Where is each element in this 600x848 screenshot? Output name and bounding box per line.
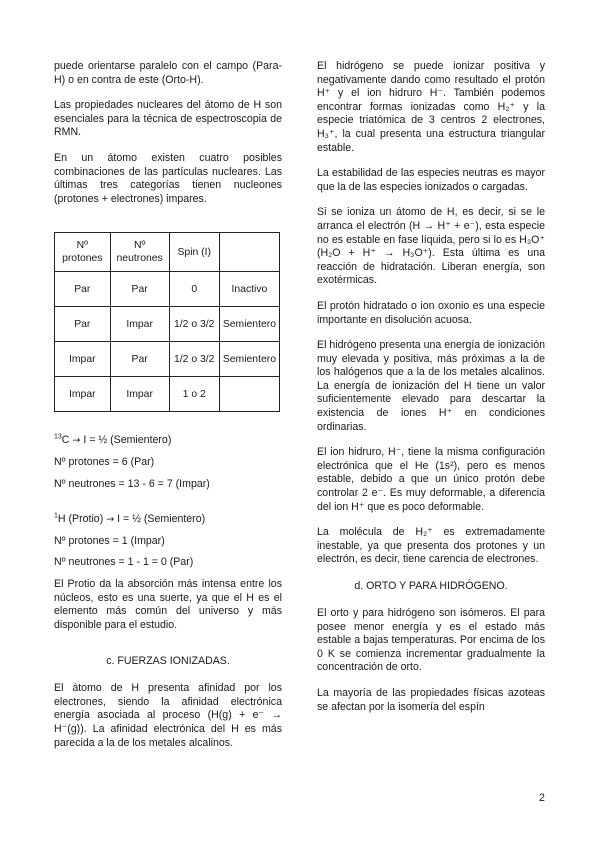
table-cell: Impar — [110, 307, 169, 342]
paragraph: El hidrógeno se puede ionizar positiva y negativamente dando como resultado el protón H⁺ y el ion hidruro H⁻. También podemos encontrar formas ionizadas como H₂⁺ y la especie triatómica de 3 centros 2 electrones, H₃⁺, la cual presenta una estructura triangular estable. — [317, 60, 545, 154]
table-cell: Semientero — [219, 307, 279, 342]
table-cell — [219, 377, 279, 412]
paragraph: El orto y para hidrógeno son isómeros. El para posee menor energía y es el estado más estable a bajas temperaturas. Por encima de los 0 K se comienza incrementar gradualmente la concentración de orto. — [317, 607, 545, 674]
paragraph: El ion hidruro, H⁻, tiene la misma configuración electrónica que el He (1s²), pero es menos estable, debido a que un único protón debe controlar 2 e⁻. Es muy deformable, a diferencia del ion H⁺ que es poco deformable. — [317, 446, 545, 513]
table-header: Nº protones — [55, 233, 111, 272]
isotope-line — [54, 513, 282, 527]
proton-count: Nº protones = 1 (Impar) — [54, 534, 165, 547]
spin-value: I = ½ (Semientero) — [117, 513, 206, 526]
paragraph: La mayoría de las propiedades físicas azoteas se afectan por la isomería del espín — [317, 686, 545, 713]
spin-table — [54, 232, 280, 412]
section-heading: c. FUERZAS IONIZADAS. — [106, 655, 230, 668]
neutron-count: Nº neutrones = 13 - 6 = 7 (Impar) — [54, 477, 210, 490]
isotope-line — [54, 434, 282, 448]
paragraph: El átomo de H presenta afinidad por los electrones, siendo la afinidad electrónica energía asociada al proceso (H(g) + e⁻ → H⁻(g)). La afinidad electrónica del H es más parecida a la de los metales alcalinos. — [54, 682, 282, 749]
right-column — [317, 60, 545, 726]
table-cell: 1 o 2 — [169, 377, 219, 412]
paragraph: El hidrógeno presenta una energía de ionización muy elevada y positiva, más próximas a la de los halógenos que a la de los metales alcalinos. La energía de ionización del H tiene un valor suficientemente elevado para descartar la existencia de iones H⁺ en condiciones ordinarias. — [317, 339, 545, 433]
table-row — [55, 342, 280, 377]
paragraph: Si se ioniza un átomo de H, es decir, si se le arranca el electrón (H → H⁺ + e⁻), esta especie no es estable en fase líquida, pero si lo es H₃O⁺ (H₂O + H⁺ → H₃O⁺). Esta última es una reacción de hidratación. Liberan energía, son exotérmicas. — [317, 206, 545, 287]
section-heading: d. ORTO Y PARA HIDRÓGENO. — [354, 580, 508, 592]
table-cell: Par — [110, 342, 169, 377]
mass-number: 13 — [54, 433, 62, 441]
element-symbol: C — [61, 434, 70, 447]
table-row — [55, 307, 280, 342]
table-cell: Impar — [55, 342, 111, 377]
spin-value: I = ½ (Semientero) — [83, 434, 172, 447]
element-symbol: H (Protio) — [57, 513, 104, 526]
left-column — [54, 60, 282, 762]
arrow-icon: → — [106, 514, 115, 526]
table-cell: 1/2 o 3/2 — [169, 342, 219, 377]
mass-number: 1 — [54, 512, 58, 520]
paragraph: Las propiedades nucleares del átomo de H son esenciales para la técnica de espectroscopia de RMN. — [54, 99, 282, 139]
paragraph: puede orientarse paralelo con el campo (Para-H) o en contra de este (Orto-H). — [54, 60, 282, 86]
proton-count: Nº protones = 6 (Par) — [54, 455, 155, 468]
table-cell: Impar — [55, 377, 111, 412]
paragraph: El Protio da la absorción más intensa entre los núcleos, esto es una suerte, ya que el H es el elemento más común del universo y más disponible para el estudio. — [54, 577, 282, 631]
table-cell: Impar — [110, 377, 169, 412]
table-header: Spin (I) — [169, 233, 219, 272]
table-cell: Par — [55, 272, 111, 307]
table-cell: Par — [110, 272, 169, 307]
neutron-count: Nº neutrones = 1 - 1 = 0 (Par) — [54, 556, 194, 569]
paragraph: La estabilidad de las especies neutras es mayor que la de las especies ionizados o cargadas. — [317, 167, 545, 193]
paragraph: La molécula de H₂⁺ es extremadamente inestable, ya que presenta dos protones y un electrón, es decir, tiene carencia de electrones. — [317, 526, 545, 566]
arrow-icon: → — [72, 435, 81, 447]
table-cell: 1/2 o 3/2 — [169, 307, 219, 342]
page-number: 2 — [539, 792, 545, 804]
table-cell: Par — [55, 307, 111, 342]
paragraph: El protón hidratado o ion oxonio es una especie importante en disolución acuosa. — [317, 299, 545, 326]
table-header — [219, 233, 279, 272]
table-cell: Semientero — [219, 342, 279, 377]
paragraph: En un átomo existen cuatro posibles combinaciones de las partículas nucleares. Las últimas tres categorías tienen nucleones (protones + electrones) impares. — [54, 151, 282, 205]
table-cell: Inactivo — [219, 272, 279, 307]
table-row — [55, 272, 280, 307]
table-header: Nº neutrones — [110, 233, 169, 272]
table-header-row — [55, 233, 280, 272]
table-row — [55, 377, 280, 412]
table-cell: 0 — [169, 272, 219, 307]
